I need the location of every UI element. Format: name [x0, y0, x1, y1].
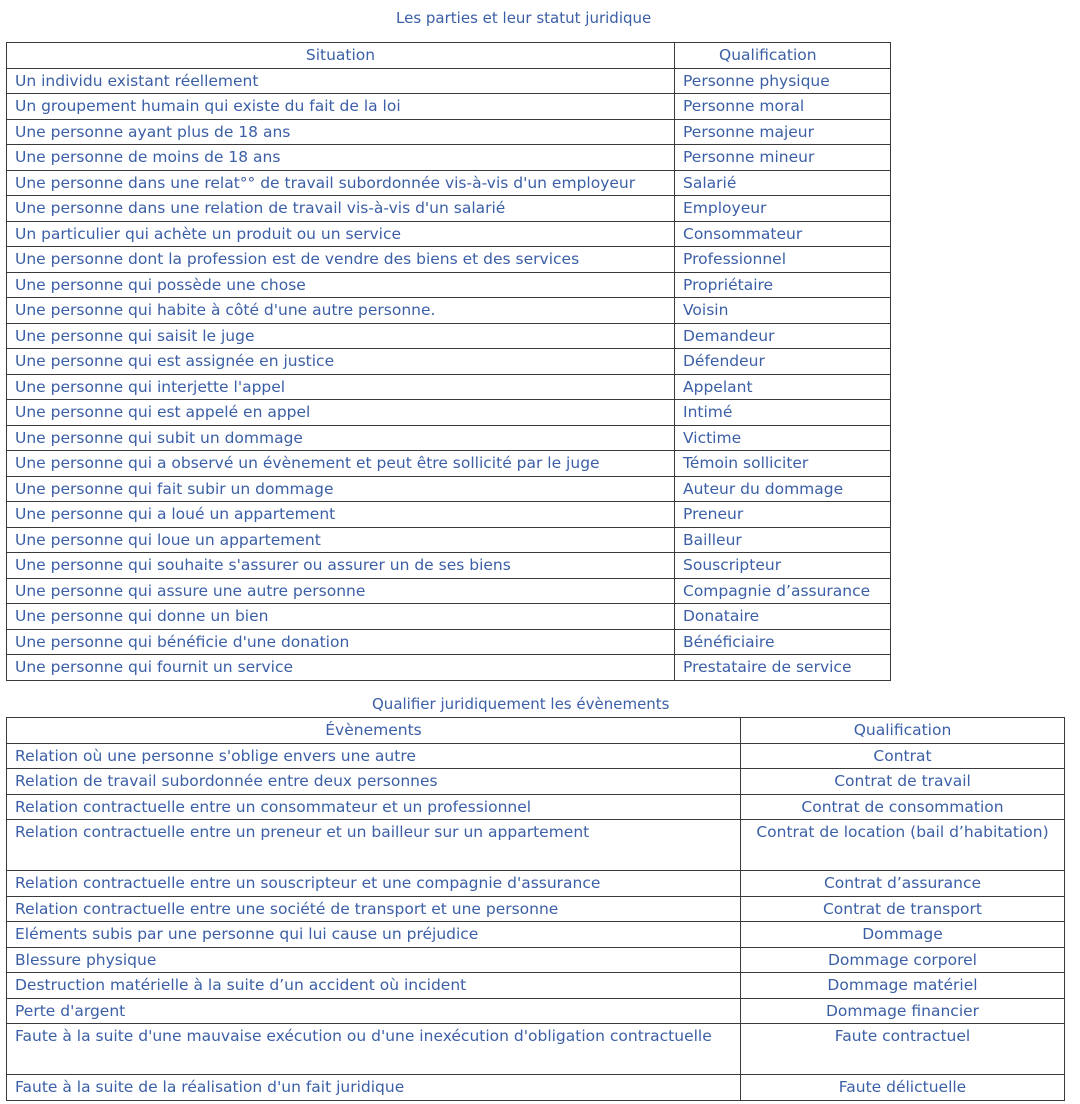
events-table [6, 717, 1065, 1101]
row-description: Une personne qui bénéficie d'une donation [7, 629, 675, 655]
row-description: Une personne qui possède une chose [7, 272, 675, 298]
row-qualification: Propriétaire [675, 272, 891, 298]
row-description: Relation où une personne s'oblige envers une autre [7, 743, 741, 769]
table-row [7, 94, 891, 120]
row-qualification: Intimé [675, 400, 891, 426]
row-description: Un groupement humain qui existe du fait de la loi [7, 94, 675, 120]
row-qualification: Dommage corporel [741, 947, 1065, 973]
row-qualification: Dommage [741, 922, 1065, 948]
row-qualification: Personne mineur [675, 145, 891, 171]
row-description: Une personne ayant plus de 18 ans [7, 119, 675, 145]
row-qualification: Personne majeur [675, 119, 891, 145]
row-description: Une personne qui souhaite s'assurer ou assurer un de ses biens [7, 553, 675, 579]
row-description: Une personne qui interjette l'appel [7, 374, 675, 400]
table-row [7, 820, 1065, 871]
table-row [7, 794, 1065, 820]
row-description: Relation de travail subordonnée entre deux personnes [7, 769, 741, 795]
table-row [7, 196, 891, 222]
row-qualification: Contrat de transport [741, 896, 1065, 922]
row-description: Perte d'argent [7, 998, 741, 1024]
row-qualification: Témoin solliciter [675, 451, 891, 477]
row-qualification: Auteur du dommage [675, 476, 891, 502]
row-description: Un particulier qui achète un produit ou un service [7, 221, 675, 247]
table-row [7, 896, 1065, 922]
row-description: Une personne qui loue un appartement [7, 527, 675, 553]
row-qualification: Victime [675, 425, 891, 451]
table-row [7, 451, 891, 477]
header-qualification: Qualification [675, 43, 891, 69]
row-description: Une personne qui a loué un appartement [7, 502, 675, 528]
row-description: Relation contractuelle entre un preneur et un bailleur sur un appartement [7, 820, 741, 871]
table-row [7, 170, 891, 196]
row-qualification: Bénéficiaire [675, 629, 891, 655]
row-qualification: Donataire [675, 604, 891, 630]
row-qualification: Dommage financier [741, 998, 1065, 1024]
table-row [7, 553, 891, 579]
row-description: Relation contractuelle entre un consommateur et un professionnel [7, 794, 741, 820]
row-qualification: Contrat [741, 743, 1065, 769]
table-row [7, 349, 891, 375]
row-qualification: Dommage matériel [741, 973, 1065, 999]
row-description: Une personne qui fournit un service [7, 655, 675, 681]
row-qualification: Appelant [675, 374, 891, 400]
row-description: Une personne qui saisit le juge [7, 323, 675, 349]
row-qualification: Contrat d’assurance [741, 871, 1065, 897]
row-description: Une personne qui assure une autre personne [7, 578, 675, 604]
header-situation: Situation [7, 43, 675, 69]
row-qualification: Voisin [675, 298, 891, 324]
table-row [7, 527, 891, 553]
row-qualification: Contrat de travail [741, 769, 1065, 795]
row-qualification: Demandeur [675, 323, 891, 349]
table-row [7, 1024, 1065, 1075]
row-qualification: Défendeur [675, 349, 891, 375]
row-qualification: Professionnel [675, 247, 891, 273]
header-evenements: Évènements [7, 718, 741, 744]
header-qualification: Qualification [741, 718, 1065, 744]
row-description: Faute à la suite d'une mauvaise exécution ou d'une inexécution d'obligation contractuelle [7, 1024, 741, 1075]
row-description: Blessure physique [7, 947, 741, 973]
table-row [7, 655, 891, 681]
table-row [7, 68, 891, 94]
table-row [7, 374, 891, 400]
table-row [7, 145, 891, 171]
row-description: Une personne qui habite à côté d'une autre personne. [7, 298, 675, 324]
table-row [7, 272, 891, 298]
row-qualification: Faute délictuelle [741, 1075, 1065, 1101]
table-row [7, 119, 891, 145]
row-qualification: Personne moral [675, 94, 891, 120]
row-qualification: Souscripteur [675, 553, 891, 579]
table-row [7, 247, 891, 273]
row-description: Une personne qui donne un bien [7, 604, 675, 630]
table-row [7, 502, 891, 528]
row-qualification: Contrat de consommation [741, 794, 1065, 820]
row-description: Une personne dans une relation de travail vis-à-vis d'un salarié [7, 196, 675, 222]
section1-title: Les parties et leur statut juridique [396, 9, 652, 27]
row-qualification: Prestataire de service [675, 655, 891, 681]
table-row [7, 998, 1065, 1024]
row-description: Destruction matérielle à la suite d’un accident où incident [7, 973, 741, 999]
table-row [7, 871, 1065, 897]
table-row [7, 221, 891, 247]
table-row [7, 298, 891, 324]
section2-title: Qualifier juridiquement les évènements [372, 695, 670, 713]
row-description: Eléments subis par une personne qui lui cause un préjudice [7, 922, 741, 948]
row-description: Une personne qui a observé un évènement et peut être sollicité par le juge [7, 451, 675, 477]
table-header-row [7, 718, 1065, 744]
table-row [7, 947, 1065, 973]
row-qualification: Preneur [675, 502, 891, 528]
row-description: Une personne qui est assignée en justice [7, 349, 675, 375]
row-description: Une personne qui subit un dommage [7, 425, 675, 451]
row-qualification: Personne physique [675, 68, 891, 94]
row-qualification: Employeur [675, 196, 891, 222]
row-qualification: Faute contractuel [741, 1024, 1065, 1075]
table-row [7, 604, 891, 630]
table-row [7, 973, 1065, 999]
table-row [7, 743, 1065, 769]
row-qualification: Salarié [675, 170, 891, 196]
table-row [7, 922, 1065, 948]
table-row [7, 476, 891, 502]
table-row [7, 1075, 1065, 1101]
parties-table [6, 42, 891, 681]
row-qualification: Bailleur [675, 527, 891, 553]
row-description: Une personne qui fait subir un dommage [7, 476, 675, 502]
table-row [7, 578, 891, 604]
table-row [7, 629, 891, 655]
row-description: Relation contractuelle entre une société de transport et une personne [7, 896, 741, 922]
row-description: Une personne dont la profession est de vendre des biens et des services [7, 247, 675, 273]
row-description: Relation contractuelle entre un souscripteur et une compagnie d'assurance [7, 871, 741, 897]
row-description: Une personne qui est appelé en appel [7, 400, 675, 426]
table-row [7, 323, 891, 349]
row-description: Une personne de moins de 18 ans [7, 145, 675, 171]
table-header-row [7, 43, 891, 69]
row-qualification: Consommateur [675, 221, 891, 247]
row-description: Une personne dans une relat°° de travail subordonnée vis-à-vis d'un employeur [7, 170, 675, 196]
row-description: Un individu existant réellement [7, 68, 675, 94]
table-row [7, 769, 1065, 795]
table-row [7, 425, 891, 451]
table-row [7, 400, 891, 426]
row-qualification: Contrat de location (bail d’habitation) [741, 820, 1065, 871]
row-qualification: Compagnie d’assurance [675, 578, 891, 604]
row-description: Faute à la suite de la réalisation d'un fait juridique [7, 1075, 741, 1101]
